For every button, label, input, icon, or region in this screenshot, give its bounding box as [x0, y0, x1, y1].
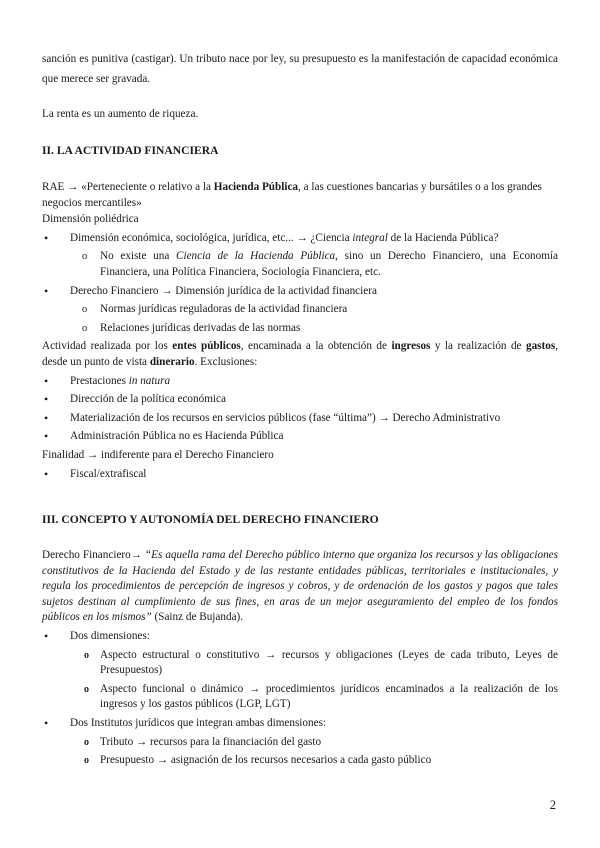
intro-paragraph: sanción es punitiva (castigar). Un tributo nace por ley, su presupuesto es la manifestación de capacidad económica que merece ser gravada.: [42, 53, 558, 85]
intro-paragraph-renta: La renta es un aumento de riqueza.: [42, 108, 199, 120]
circle-bullet-icon: o: [82, 322, 88, 334]
list-subitem: o Tributo → recursos para la financiación del gasto: [42, 735, 558, 751]
list-item: • Dirección de la política económica: [44, 392, 226, 407]
list-subitem: o Relaciones jurídicas derivadas de las normas: [42, 321, 558, 337]
list-subitem: o No existe una Ciencia de la Hacienda Pública, sino un Derecho Financiero, una Economía Financiera, una Política Financiera, Sociología Financiera, etc.: [82, 250, 559, 278]
list-item: • Materialización de los recursos en servicios públicos (fase “última”) → Derecho Administrativo: [44, 410, 501, 425]
circle-bullet-icon: o: [84, 736, 89, 748]
list-subitem: o Aspecto funcional o dinámico → procedimientos jurídicos encaminados a la realización de los ingresos y los gastos públicos (LGP, LGT): [84, 682, 558, 711]
circle-bullet-icon: o: [82, 304, 88, 316]
list-item: • Dos Institutos jurídicos que integran ambas dimensiones:: [44, 715, 327, 730]
circle-bullet-icon: o: [82, 251, 88, 263]
circle-bullet-icon: o: [84, 755, 89, 767]
list-subitem: o Normas jurídicas reguladoras de la actividad financiera: [42, 302, 558, 318]
dimension-label: Dimensión poliédrica: [42, 213, 139, 226]
bullet-icon: •: [44, 392, 49, 407]
list-item: • Dimensión económica, sociológica, jurídica, etc... → ¿Ciencia integral de la Hacienda Pública?: [44, 230, 499, 245]
page-number: 2: [549, 798, 556, 812]
list-item: • Administración Pública no es Hacienda Pública: [44, 429, 284, 444]
list-item: • Dos dimensiones:: [44, 628, 150, 643]
rae-definition: RAE → «Perteneciente o relativo a la Hacienda Pública, a las cuestiones bancarias y bursátiles o a los grandes negocios mercantiles»: [42, 181, 542, 209]
bullet-icon: •: [44, 283, 49, 298]
section-heading-actividad-financiera: II. LA ACTIVIDAD FINANCIERA: [42, 144, 219, 157]
list-item: • Fiscal/extrafiscal: [44, 466, 147, 481]
circle-bullet-icon: o: [84, 649, 89, 661]
section-heading-concepto-autonomia: III. CONCEPTO Y AUTONOMÍA DEL DERECHO FINANCIERO: [42, 513, 379, 526]
list-item: • Derecho Financiero → Dimensión jurídica de la actividad financiera: [44, 283, 377, 298]
bullet-icon: •: [44, 410, 49, 425]
bullet-icon: •: [44, 429, 49, 444]
bullet-icon: •: [44, 715, 49, 730]
finalidad-line: Finalidad → indiferente para el Derecho Financiero: [42, 448, 274, 461]
bullet-icon: •: [44, 230, 49, 245]
bullet-icon: •: [44, 466, 49, 481]
circle-bullet-icon: o: [84, 683, 89, 695]
list-subitem: o Aspecto estructural o constitutivo → recursos y obligaciones (Leyes de cada tributo, Leyes de Presupuestos): [84, 648, 558, 677]
section-concepto-derecho-financiero: [42, 548, 558, 772]
section-actividad-financiera: [42, 180, 558, 485]
list-item: • Prestaciones in natura: [44, 373, 171, 388]
bullet-icon: •: [44, 373, 49, 388]
list-subitem: o Presupuesto → asignación de los recursos necesarios a cada gasto público: [42, 753, 558, 769]
activity-definition: Actividad realizada por los entes públicos, encaminada a la obtención de ingresos y la realización de gastos, desde un punto de vista dinerario. Exclusiones:: [42, 340, 558, 368]
bullet-icon: •: [44, 628, 49, 643]
definition-quote: Derecho Financiero→ “Es aquella rama del Derecho público interno que organiza los recursos y las obligaciones constitutivos de la Hacienda del Estado y de las restante entidades públicas, territoriales e institucionales, y regula los procedimientos de percepción de ingresos y cobros, y de ordenación de los gastos y pagos que tales sujetos destinan al cumplimiento de sus fines, en aras de un mejor aseguramiento del empleo de los fondos públicos en los mismos” (Sainz de Bujanda).: [42, 549, 559, 624]
